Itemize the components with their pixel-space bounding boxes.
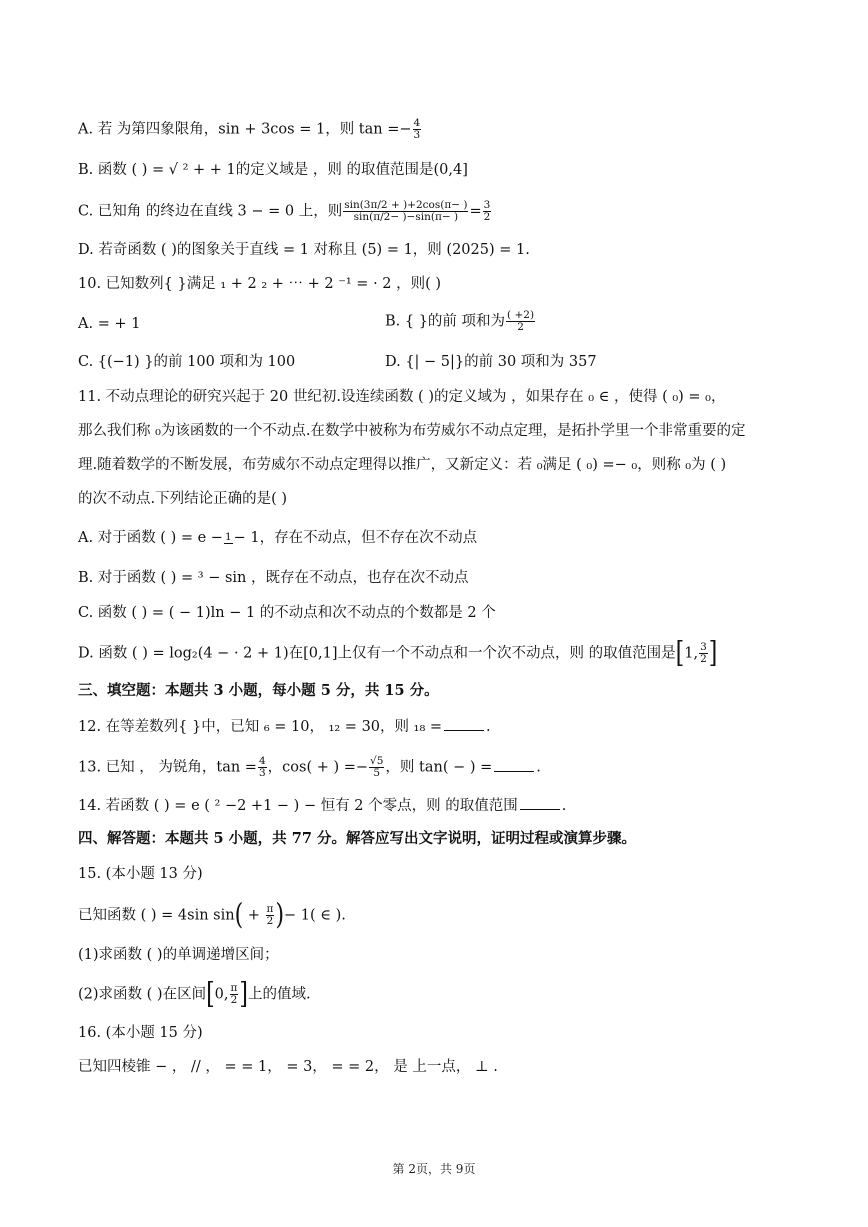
question-11-line2: 那么我们称 ₀为该函数的一个不动点.在数学中被称为布劳威尔不动点定理，是拓扑学里一个非常重要的定 <box>78 423 746 439</box>
question-11-line3: 理.随着数学的不断发展，布劳威尔不动点定理得以推广，又新定义：若 ₀满足 ( ₀) =− ₀，则称 ₀为 ( ) <box>78 457 727 473</box>
section-heading-fill-in: 三、填空题：本题共 3 小题，每小题 5 分，共 15 分。 <box>78 682 439 699</box>
option-11c: C. 函数 ( ) = ( − 1)ln − 1 的不动点和次不动点的个数都是 2 个 <box>78 605 496 621</box>
option-11a: A. 对于函数 ( ) = e − 1 − 1，存在不动点，但不存在次不动点 <box>78 530 478 546</box>
option-10d: D. {| − 5|}的前 30 项和为 357 <box>385 354 597 370</box>
question-15-stem: 已知函数 ( ) = 4sin sin( + $\frac{\pi}{2}$ )− 1( ∈ ). <box>78 898 346 932</box>
option-10c: C. {(−1) }的前 100 项和为 100 <box>78 354 296 370</box>
answer-blank <box>444 716 484 731</box>
fraction: $\frac{( +2)}{2}$ <box>507 309 535 333</box>
question-16-heading: 16. (本小题 15 分) <box>78 1025 203 1041</box>
fraction: $\frac{\pi}{2}$ <box>266 903 274 927</box>
question-15-part1: (1)求函数 ( )的单调递增区间； <box>78 947 279 963</box>
option-11b: B. 对于函数 ( ) = ³ − sin ，既存在不动点，也存在次不动点 <box>78 570 469 586</box>
answer-blank <box>494 757 534 772</box>
answer-blank <box>520 795 560 810</box>
question-15-part2: (2)求函数 ( )在区间[0, $\frac{\pi}{2}$ ]上的值域. <box>78 977 311 1011</box>
question-11-line1: 11. 不动点理论的研究兴起于 20 世纪初.设连续函数 ( )的定义域为 ，如果存在 ₀ ∈ ，使得 ( ₀) = ₀， <box>78 389 726 405</box>
question-15-heading: 15. (本小题 13 分) <box>78 866 203 882</box>
fraction: $\frac{\sin(3\pi/2 + )+2\cos(\pi- )}{\sin(\pi/2- )-\sin(\pi- )}$ <box>344 199 468 223</box>
fraction: $\frac{4}{3}$ <box>258 755 266 779</box>
page-footer: 第 2页，共 9页 <box>392 1162 476 1176</box>
option-9b: B. 函数 ( ) = √ ² + + 1的定义域是 ，则 的取值范围是(0,4] <box>78 162 468 178</box>
question-13: 13. 已知 ， 为锐角，tan = $\frac{4}{3}$ ，cos( + ) =− $\frac{√5}{5}$ ，则 tan( − ) = . <box>78 755 541 779</box>
option-10b: B. { }的前 项和为 $\frac{( +2)}{2}$ <box>385 309 535 333</box>
option-9c: C. 已知角 的终边在直线 3 − = 0 上，则 $\frac{\sin(3\pi/2 + )+2\cos(\pi- )}{\sin(\pi/2- )-\sin(\pi- )}$ = $\frac{3}{2}$ <box>78 199 491 223</box>
question-10: 10. 已知数列{ }满足 ₁ + 2 ₂ + ⋯ + 2 ⁻¹ = · 2 ，则( ) <box>78 276 442 292</box>
fraction: $\frac{√5}{5}$ <box>370 755 384 779</box>
question-16-stem: 已知四棱锥 − ， // ， = = 1， = 3， = = 2， 是 上一点， ⊥ . <box>78 1059 498 1075</box>
fraction: $\frac{3}{2}$ <box>700 641 707 665</box>
fraction: $\frac{4}{3}$ <box>413 117 421 141</box>
option-10a: A. = + 1 <box>78 316 141 332</box>
fraction: $\frac{\pi}{2}$ <box>230 982 238 1006</box>
option-9a <box>78 118 828 141</box>
option-9d: D. 若奇函数 ( )的图象关于直线 = 1 对称且 (5) = 1，则 (2025) = 1. <box>78 242 530 258</box>
option-11d: D. 函数 ( ) = log₂(4 − · 2 + 1)在[0,1]上仅有一个不动点和一个次不动点，则 的取值范围是[1, $\frac{3}{2}$ ] <box>78 636 718 670</box>
question-11-line4: 的次不动点.下列结论正确的是( ) <box>78 491 288 507</box>
section-heading-solutions: 四、解答题：本题共 5 小题，共 77 分。解答应写出文字说明，证明过程或演算步骤。 <box>78 830 636 847</box>
fraction: 1 <box>224 531 232 543</box>
fraction: $\frac{3}{2}$ <box>483 199 491 223</box>
option-text: A. 若 为第四象限角，sin + 3cos = 1，则 tan =− <box>78 121 412 138</box>
question-14: 14. 若函数 ( ) = e ( ² −2 +1 − ) − 恒有 2 个零点，则 的取值范围 . <box>78 795 828 816</box>
question-12: 12. 在等差数列{ }中，已知 ₆ = 10， ₁₂ = 30，则 ₁₈ = . <box>78 716 828 737</box>
